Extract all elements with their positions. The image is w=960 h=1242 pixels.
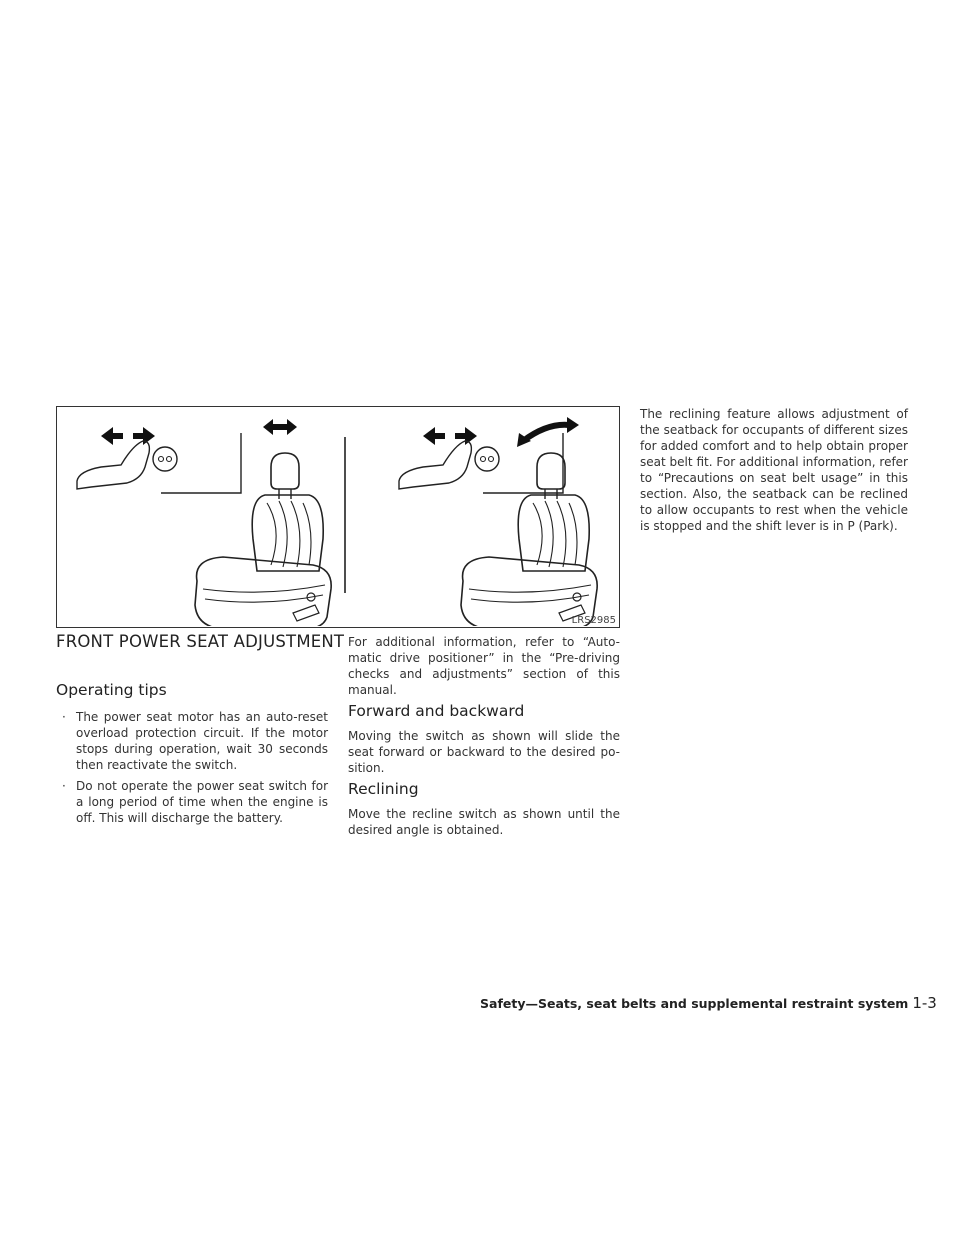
recline-arrow-icon xyxy=(517,417,579,447)
seat-adjustment-drawing xyxy=(57,407,618,626)
tip-text: Do not operate the power seat switch for a long period of time when the engine is off. This will discharge the battery. xyxy=(76,779,328,825)
right-arrow-icon-2 xyxy=(455,427,477,445)
seat-forward-drawing xyxy=(195,453,331,626)
tip-text: The power seat motor has an auto-reset overload protection circuit. If the motor stops during operation, wait 30 seconds then reactivate the switch. xyxy=(76,710,328,772)
right-arrow-icon xyxy=(133,427,155,445)
additional-info-paragraph: For additional information, refer to “Auto-matic drive positioner” in the “Pre-driving checks and adjustments” section of this manual. xyxy=(348,635,620,697)
tip-item xyxy=(62,709,328,773)
bullet-marker: · xyxy=(62,779,66,793)
seat-switch-forward xyxy=(77,433,241,493)
reclining-feature-paragraph: The reclining feature allows adjustment of the seatback for occupants of different sizes for added comfort and to help obtain proper seat belt fit. For additional information, refer to “Precautions on seat belt usage” in this section. Also, the seatback can be reclined to allow occupants to rest when the vehicle is stopped and the shift lever is in P (Park). xyxy=(640,407,908,533)
forward-backward-paragraph: Moving the switch as shown will slide the seat forward or backward to the desired po-sition. xyxy=(348,729,620,775)
left-arrow-icon-2 xyxy=(423,427,445,445)
left-arrow-icon xyxy=(101,427,123,445)
figure-code: LRS2985 xyxy=(571,615,616,626)
page-footer xyxy=(480,994,937,1012)
chapter-title: Safety—Seats, seat belts and supplemental restraint system xyxy=(480,996,909,1011)
forward-backward-heading: Forward and backward xyxy=(348,702,525,720)
reclining-paragraph: Move the recline switch as shown until the desired angle is obtained. xyxy=(348,807,620,837)
section-title: FRONT POWER SEAT ADJUSTMENT xyxy=(56,632,345,651)
seat-recline-drawing xyxy=(461,453,597,626)
reclining-heading: Reclining xyxy=(348,780,419,798)
operating-tips-heading: Operating tips xyxy=(56,681,167,699)
tip-item xyxy=(62,778,328,826)
slide-arrow-icon xyxy=(263,419,297,435)
bullet-marker: · xyxy=(62,710,66,724)
page-number: 1-3 xyxy=(912,994,937,1012)
seat-illustration xyxy=(56,406,620,628)
seat-switch-recline xyxy=(399,433,563,493)
